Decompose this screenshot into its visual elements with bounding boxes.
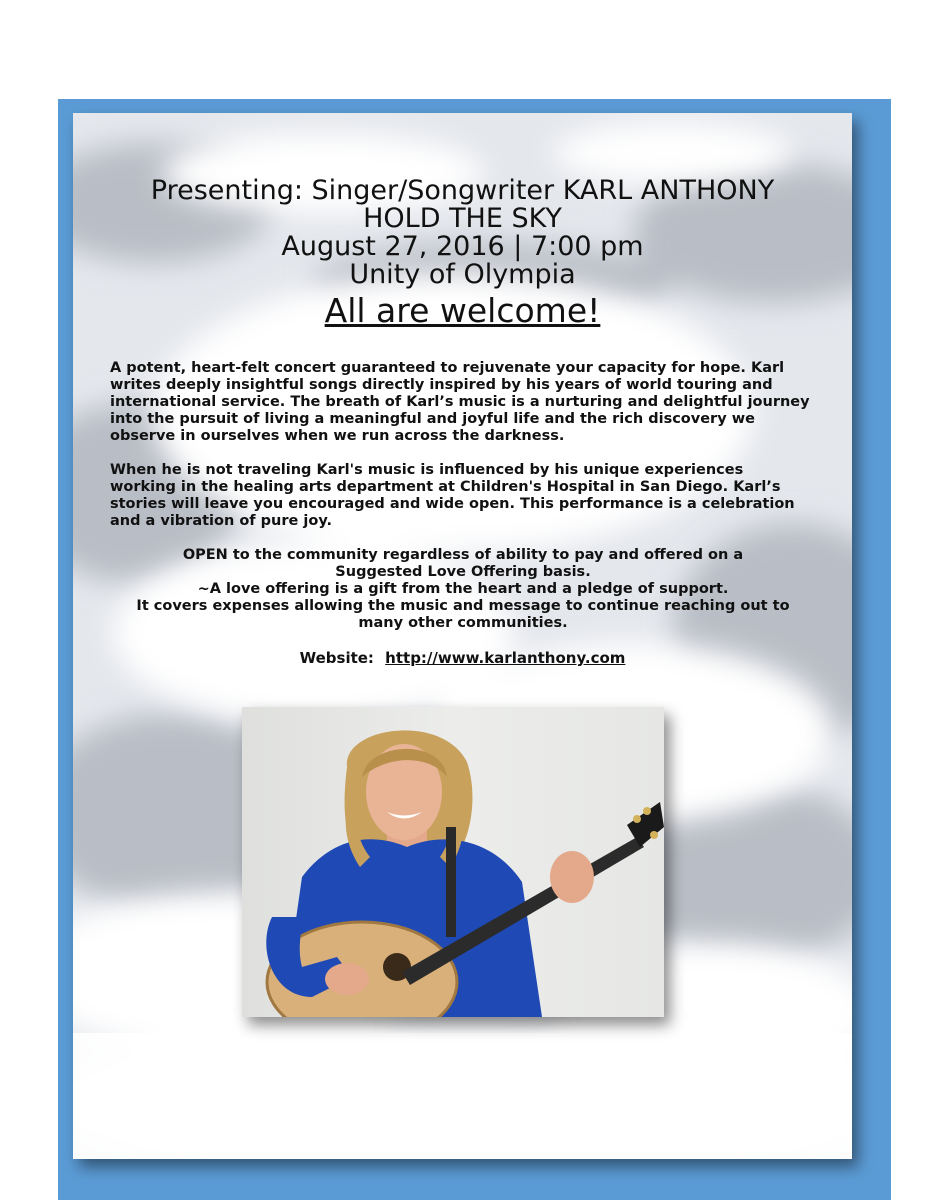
website-link[interactable]: http://www.karlanthony.com (385, 649, 626, 667)
headline (73, 177, 852, 331)
show-title: HOLD THE SKY (363, 203, 562, 234)
welcome-text: All are welcome! (324, 291, 601, 330)
open-line: many other communities. (358, 615, 568, 631)
guitarist-illustration (242, 707, 664, 1017)
title-line: Presenting: Singer/Songwriter KARL ANTHONY (150, 175, 775, 206)
flyer-content (73, 113, 852, 1159)
event-date: August 27, 2016 | 7:00 pm (281, 231, 644, 262)
venue: Unity of Olympia (349, 259, 576, 290)
description-paragraph: A potent, heart-felt concert guaranteed to rejuvenate your capacity for hope. Karl writes deeply insightful songs directly inspired by his years of world touring and international service. The breath of Karl’s music is a nurturing and delightful journey into the pursuit of living a meaningful and joyful life and the rich discovery we observe in ourselves when we run across the darkness. (110, 360, 810, 444)
bio-paragraph: When he is not traveling Karl's music is influenced by his unique experiences working in the healing arts department at Children's Hospital in San Diego. Karl’s stories will leave you encouraged and wide open. This performance is a celebration and a vibration of pure joy. (110, 462, 795, 529)
website-line (73, 649, 852, 667)
flyer-page (73, 113, 852, 1159)
open-line: It covers expenses allowing the music and message to continue reaching out to (136, 598, 790, 614)
website-label: Website: (299, 649, 374, 667)
open-line: Suggested Love Offering basis. (335, 564, 591, 580)
love-offering-note (113, 547, 813, 632)
open-line: OPEN to the community regardless of ability to pay and offered on a (182, 547, 744, 563)
open-line: ~A love offering is a gift from the heart and a pledge of support. (197, 581, 729, 597)
artist-photo (242, 707, 664, 1017)
